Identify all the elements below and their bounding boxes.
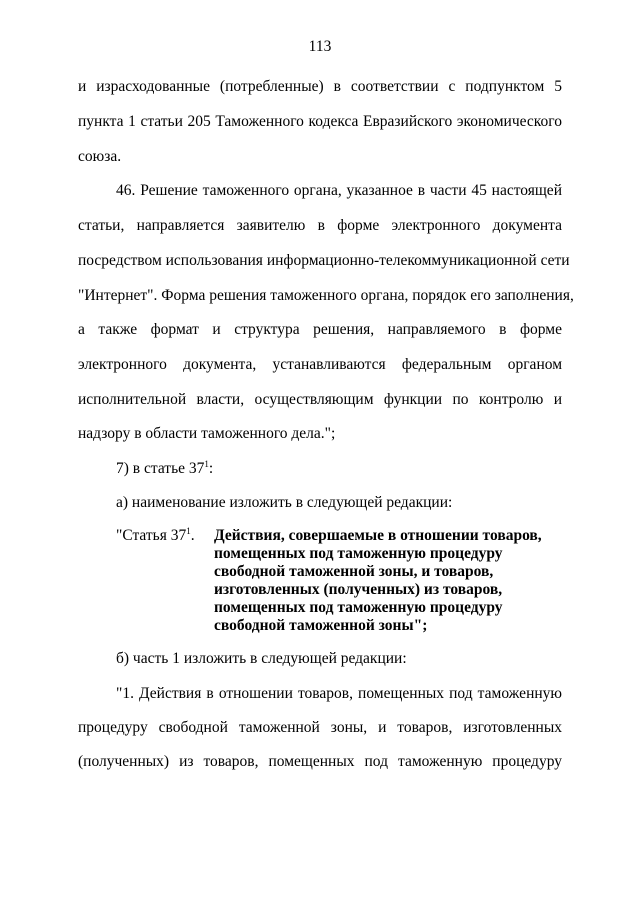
paragraph-line: статьи, направляется заявителю в форме электронного документа — [78, 217, 562, 234]
article-title-line: помещенных под таможенную процедуру — [214, 545, 503, 562]
paragraph-line: и израсходованные (потребленные) в соответствии с подпунктом 5 — [78, 78, 562, 95]
amendment-point: 7) в статье $37^1$: — [116, 459, 214, 477]
subpoint-a: а) наименование изложить в следующей редакции: — [116, 494, 453, 511]
paragraph-line: (полученных) из товаров, помещенных под таможенную процедуру — [78, 753, 562, 770]
paragraph-line: "1. Действия в отношении товаров, помещенных под таможенную — [116, 685, 562, 702]
paragraph-line: а также формат и структура решения, направляемого в форме — [78, 321, 562, 338]
paragraph-line: пункта 1 статьи 205 Таможенного кодекса Евразийского экономического — [78, 113, 562, 130]
paragraph-line: союза. — [78, 148, 122, 165]
paragraph-line: надзору в области таможенного дела."; — [78, 425, 336, 442]
article-title-line: свободной таможенной зоны"; — [214, 617, 428, 634]
article-title — [214, 527, 562, 635]
paragraph-line: электронного документа, устанавливаются федеральным органом — [78, 356, 562, 373]
paragraph-line: процедуру свободной таможенной зоны, и товаров, изготовленных — [78, 719, 562, 736]
subpoint-b: б) часть 1 изложить в следующей редакции: — [116, 650, 407, 667]
paragraph-line: 46. Решение таможенного органа, указанное в части 45 настоящей — [116, 182, 562, 199]
paragraph-line: "Интернет". Форма решения таможенного органа, порядок его заполнения, — [78, 287, 574, 304]
article-label: "Статья $37^1$. — [116, 526, 195, 544]
article-title-line: свободной таможенной зоны, и товаров, — [214, 563, 494, 580]
paragraph-line: посредством использования информационно-телекоммуникационной сети — [78, 252, 570, 269]
page-number: 113 — [308, 38, 332, 55]
article-title-line: Действия, совершаемые в отношении товаров, — [214, 527, 542, 544]
article-title-line: изготовленных (полученных) из товаров, — [214, 581, 503, 598]
article-title-line: помещенных под таможенную процедуру — [214, 599, 503, 616]
paragraph-line: исполнительной власти, осуществляющим функции по контролю и — [78, 391, 562, 408]
